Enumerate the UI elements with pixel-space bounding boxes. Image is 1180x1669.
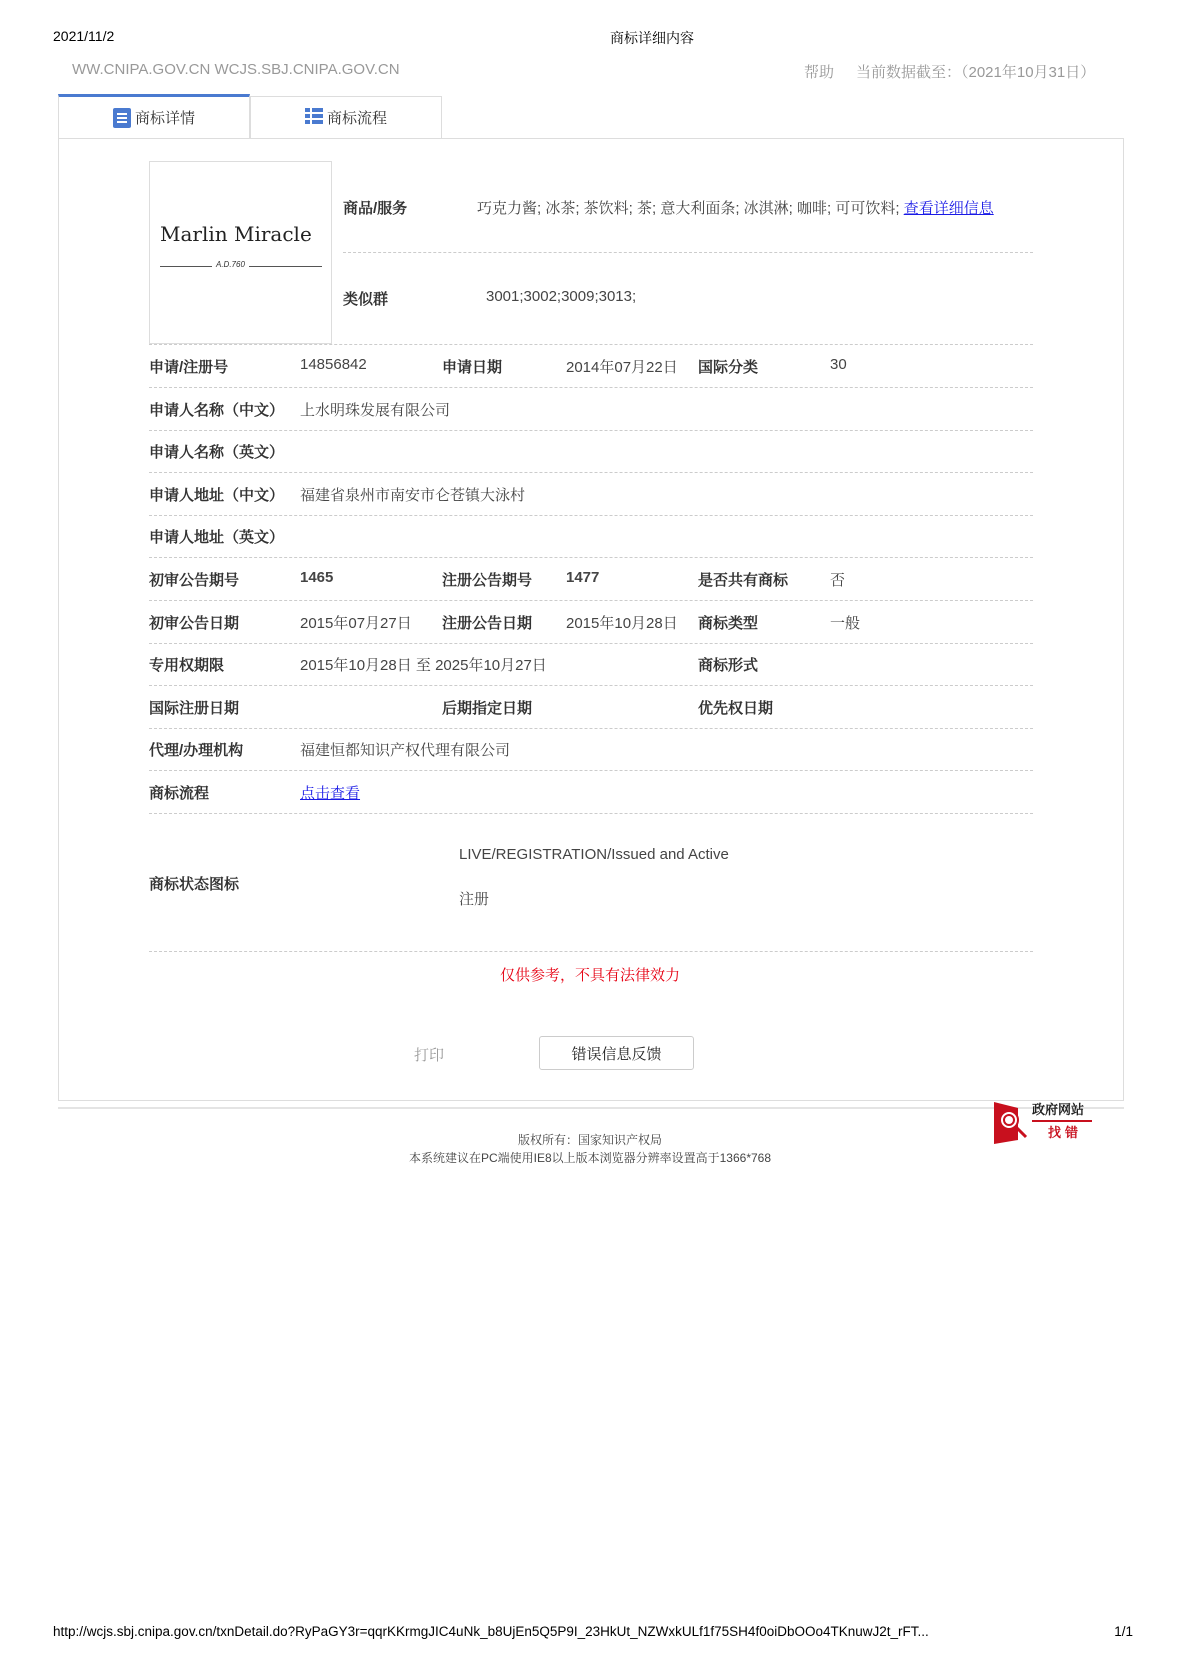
field-label: 国际注册日期	[149, 699, 240, 717]
field-value: 1477	[566, 569, 600, 586]
divider	[149, 685, 1033, 686]
similar-group-value: 3001;3002;3009;3013;	[486, 288, 637, 305]
field-value: 1465	[300, 569, 334, 586]
divider	[149, 430, 1033, 431]
status-label: 商标状态图标	[149, 876, 240, 893]
document-list-icon	[113, 108, 131, 128]
field-label: 代理/办理机构	[149, 742, 244, 760]
field-label: 初审公告日期	[149, 614, 240, 632]
data-as-of: 当前数据截至：（2021年10月31日）	[856, 64, 1096, 81]
logo-subtext: A.D.760	[212, 260, 249, 270]
divider	[343, 252, 1033, 253]
badge-rule	[1032, 1120, 1092, 1122]
field-label: 商标类型	[698, 614, 759, 632]
goods-value: 巧克力酱; 冰茶; 茶饮料; 茶; 意大利面条; 冰淇淋; 咖啡; 可可饮料; 查看详细信息	[477, 200, 994, 217]
error-feedback-button[interactable]: 错误信息反馈	[539, 1036, 694, 1070]
divider	[149, 770, 1033, 771]
field-label: 申请人名称（中文）	[149, 401, 285, 419]
badge-line1: 政府网站	[1032, 1102, 1085, 1117]
field-label: 申请/注册号	[149, 359, 229, 376]
similar-group-label: 类似群	[343, 291, 389, 308]
field-label: 优先权日期	[698, 699, 774, 717]
tab-trademark-details[interactable]	[58, 94, 250, 138]
print-title: 商标详细内容	[610, 31, 694, 47]
field-value: 一般	[830, 614, 861, 632]
field-label: 后期指定日期	[442, 699, 533, 717]
divider	[149, 951, 1033, 952]
field-label: 初审公告期号	[149, 572, 240, 589]
field-label: 是否共有商标	[698, 572, 789, 589]
divider	[149, 813, 1033, 814]
field-value: 福建省泉州市南安市仑苍镇大泳村	[300, 486, 526, 504]
print-date: 2021/11/2	[53, 28, 115, 44]
help-link[interactable]: 帮助	[804, 64, 835, 81]
view-process-link[interactable]: 点击查看	[300, 785, 361, 802]
tab-label: 商标详情	[134, 110, 195, 127]
field-label: 申请人名称（英文）	[149, 444, 285, 462]
field-label: 注册公告日期	[442, 614, 533, 632]
field-label: 申请日期	[442, 359, 503, 376]
goods-label: 商品/服务	[343, 200, 408, 217]
logo-text: Marlin Miracle	[160, 222, 312, 246]
trademark-image	[149, 161, 332, 344]
divider	[149, 515, 1033, 516]
field-value: 福建恒都知识产权代理有限公司	[300, 742, 511, 760]
badge-line2: 找错	[1048, 1125, 1083, 1140]
field-label: 申请人地址（英文）	[149, 529, 285, 547]
divider	[149, 472, 1033, 473]
field-value: 30	[830, 356, 847, 373]
field-value: 2015年07月27日	[300, 614, 412, 632]
footer-divider	[58, 1107, 1124, 1109]
field-label: 申请人地址（中文）	[149, 486, 285, 504]
print-url: http://wcjs.sbj.cnipa.gov.cn/txnDetail.do?RyPaGY3r=qqrKKrmgJIC4uNk_b8UjEn5Q5P9I_23HkUt_NZWxkULf1f75SH4f0oiDbOOo4TKnuwJ2t_rFT...	[53, 1624, 929, 1639]
page-number: 1/1	[1114, 1624, 1133, 1639]
status-cn: 注册	[459, 891, 490, 908]
divider	[149, 387, 1033, 388]
field-value: 2014年07月22日	[566, 359, 678, 376]
copyright: 版权所有：国家知识产权局	[517, 1133, 662, 1147]
view-details-link[interactable]: 查看详细信息	[903, 200, 994, 217]
field-value: 否	[830, 572, 846, 589]
field-value: 上水明珠发展有限公司	[300, 401, 451, 419]
divider	[149, 557, 1033, 558]
field-label: 国际分类	[698, 359, 759, 376]
divider	[149, 643, 1033, 644]
browser-note: 本系统建议在PC端使用IE8以上版本浏览器分辨率设置高于1366*768	[408, 1151, 772, 1165]
field-value: 14856842	[300, 356, 367, 373]
field-label: 专用权期限	[149, 657, 225, 675]
gov-error-report-badge[interactable]	[992, 1100, 1102, 1146]
divider	[149, 600, 1033, 601]
status-en: LIVE/REGISTRATION/Issued and Active	[459, 846, 729, 863]
tab-trademark-process[interactable]	[250, 96, 442, 138]
print-footer	[53, 1624, 1133, 1639]
field-label: 商标形式	[698, 657, 759, 675]
list-icon	[305, 107, 323, 129]
site-domains: WW.CNIPA.GOV.CN WCJS.SBJ.CNIPA.GOV.CN	[72, 61, 400, 78]
field-label: 注册公告期号	[442, 572, 533, 589]
field-value: 2015年10月28日 至 2025年10月27日	[300, 657, 547, 675]
divider	[149, 728, 1033, 729]
field-label: 商标流程	[149, 785, 210, 802]
tab-label: 商标流程	[326, 110, 387, 127]
disclaimer: 仅供参考，不具有法律效力	[500, 967, 681, 984]
divider	[149, 344, 1033, 345]
field-value: 2015年10月28日	[566, 614, 678, 632]
print-button[interactable]: 打印	[414, 1047, 445, 1064]
